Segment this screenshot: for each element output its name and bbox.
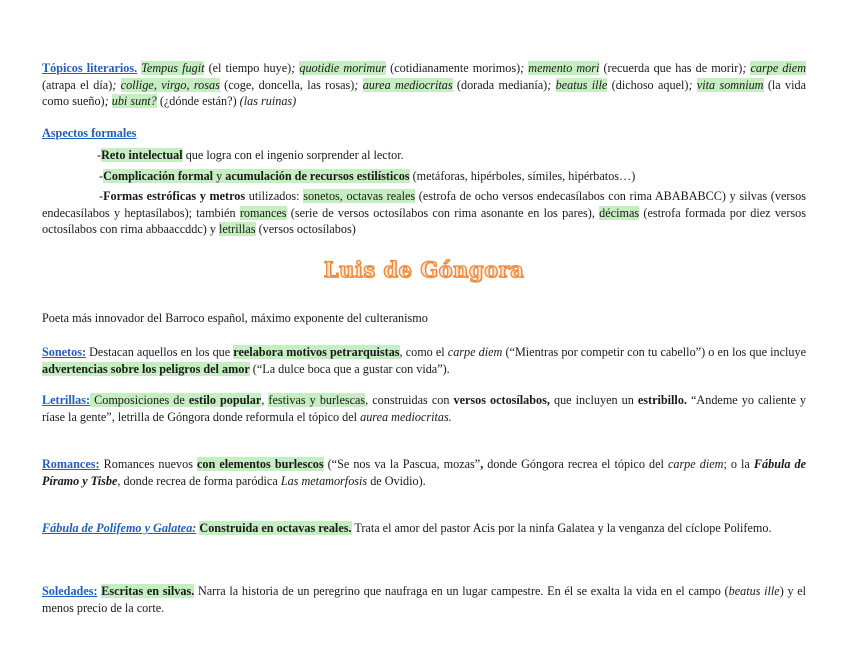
soledades-text — [42, 584, 806, 615]
text-run: ; — [354, 77, 363, 92]
text-run: carpe diem — [447, 345, 503, 359]
text-run: (“Se nos va la Pascua, mozas” — [323, 457, 481, 471]
text-run: aurea mediocritas — [362, 77, 453, 92]
aspectos-heading: Aspectos formales — [42, 126, 137, 140]
text-run: Composiciones de — [90, 393, 189, 407]
text-run: ; — [688, 77, 697, 92]
text-run: ) y el menos precio de la corte. — [42, 584, 807, 615]
text-run: acumulación de recursos estilísticos — [225, 169, 410, 183]
text-run: (estrofa formada por diez versos octosílabos con rima abbaaccddc) y — [42, 205, 806, 237]
text-run: (versos octosílabos) — [255, 222, 356, 237]
text-run: ; — [742, 61, 751, 75]
text-run: ; o la — [723, 457, 754, 471]
text-run: ; — [104, 94, 112, 109]
text-run: (el tiempo huye) — [204, 61, 292, 75]
text-run: versos octosílabos, — [453, 393, 550, 407]
text-run: (metáforas, hipérboles, símiles, hipérbatos…) — [409, 169, 636, 183]
text-run: que logra con el ingenio sorprender al lector. — [182, 148, 404, 162]
aspectos-item-reto — [42, 147, 848, 164]
text-run: - — [99, 169, 104, 183]
text-run: (cotidianamente morimos) — [386, 61, 521, 75]
text-run: - — [97, 148, 102, 162]
text-run: Las metamorfosis — [280, 473, 368, 488]
text-run: aurea mediocritas. — [360, 409, 452, 424]
text-run: beatus ille — [555, 77, 608, 92]
text-run: Formas estróficas y metros — [103, 189, 246, 203]
text-run: (dorada medianía) — [452, 77, 548, 92]
letrillas-heading: Letrillas: — [42, 393, 91, 407]
text-run: (coge, doncella, las rosas) — [219, 77, 355, 92]
text-run: Fábula de Píramo y Tisbe — [42, 457, 807, 488]
text-run: (dichoso aquel) — [607, 77, 689, 92]
text-run: que incluyen un — [549, 393, 638, 407]
text-run: carpe diem — [667, 457, 724, 471]
text-run: (recuerda que has de morir) — [599, 61, 743, 75]
text-run: - — [99, 189, 104, 203]
text-run: y — [213, 169, 226, 183]
text-run: advertencias sobre los peligros del amor — [42, 361, 250, 376]
text-run: estilo popular — [188, 393, 262, 407]
romances-text — [42, 457, 806, 488]
text-run: ; — [291, 61, 300, 75]
text-run: de Ovidio). — [367, 473, 426, 488]
topicos-text — [42, 61, 806, 108]
text-run: beatus ille — [728, 584, 780, 598]
aspectos-heading-line — [42, 125, 806, 142]
romances-paragraph — [42, 456, 806, 489]
text-run: festivas y burlescas — [268, 393, 366, 407]
text-run: sonetos, octavas reales — [303, 189, 416, 203]
letrillas-text — [42, 393, 806, 424]
text-run: ; — [112, 77, 121, 92]
text-run: ubi sunt? — [111, 94, 157, 109]
text-run: Tempus fugit — [141, 61, 205, 75]
text-run: (¿dónde están?) — [156, 94, 240, 109]
sonetos-text — [42, 345, 806, 376]
aspectos-item-complicacion — [42, 168, 848, 185]
text-run: romances — [239, 205, 287, 220]
text-run: utilizados: — [245, 189, 304, 203]
text-run: décimas — [599, 205, 640, 220]
polifemo-paragraph — [42, 520, 806, 537]
text-run: vita somnium — [696, 77, 764, 92]
text-run: estribillo. — [637, 393, 687, 407]
sonetos-heading: Sonetos: — [42, 345, 87, 359]
text-run: (“La dulce boca que a gustar con vida”). — [249, 361, 450, 376]
text-run: Trata el amor del pastor Acis por la ninfa Galatea y la venganza del cíclope Polifemo. — [351, 521, 772, 535]
text-run: , como el — [399, 345, 448, 359]
text-run: Narra la historia de un peregrino que naufraga en un lugar campestre. En él se exalta la vida en el campo ( — [194, 584, 729, 598]
text-run: donde Góngora recrea el tópico del — [483, 457, 668, 471]
text-run: Reto intelectual — [101, 148, 183, 162]
text-run: , — [480, 457, 484, 471]
text-run: reelabora motivos petrarquistas — [233, 345, 400, 359]
text-run: ; — [520, 61, 529, 75]
text-run: Complicación formal — [103, 169, 214, 183]
letrillas-paragraph — [42, 392, 806, 425]
text-run: collige, virgo, rosas — [120, 77, 220, 92]
page-title: Luis de Góngora — [323, 257, 525, 282]
text-run: (serie de versos octosílabos con rima asonante en los pares), — [286, 205, 600, 220]
text-run: “Andeme yo caliente y ríase la gente”, letrilla de Góngora donde reformula el tópico del — [42, 393, 807, 424]
topicos-heading: Tópicos literarios. — [42, 61, 138, 75]
text-run: , construidas con — [365, 393, 454, 407]
text-run: memento mori — [528, 61, 600, 75]
text-run: Construida en octavas reales. — [199, 521, 352, 535]
text-run: (“Mientras por competir con tu cabello”) o en los que incluye — [502, 345, 806, 359]
sonetos-paragraph — [42, 344, 806, 377]
text-run: con elementos burlescos — [197, 457, 324, 471]
text-run: Escritas en silvas. — [101, 584, 195, 598]
text-run: , donde recrea de forma paródica — [117, 473, 281, 488]
text-run: (atrapa el día) — [42, 77, 113, 92]
text-run: (estrofa de ocho versos endecasílabos con rima ABABABCC) y silvas (versos endecasílabos y heptasílabos); también — [42, 189, 806, 220]
text-run: ; — [547, 77, 556, 92]
soledades-paragraph — [42, 583, 806, 616]
topicos-paragraph — [42, 60, 806, 110]
intro-paragraph: Poeta más innovador del Barroco español, máximo exponente del culteranismo — [42, 311, 428, 325]
text-run: carpe diem — [750, 61, 807, 75]
text-run: , — [261, 393, 269, 407]
soledades-heading: Soledades: — [42, 584, 98, 598]
text-run: letrillas — [219, 222, 256, 237]
aspectos-item-formas — [42, 188, 806, 238]
text-run: Romances nuevos — [99, 457, 197, 471]
text-run: Destacan aquellos en los que — [86, 345, 234, 359]
polifemo-text — [196, 521, 771, 535]
text-run: (la vida como sueño) — [42, 77, 807, 109]
romances-heading: Romances: — [42, 457, 100, 471]
text-run: (las ruinas) — [239, 94, 297, 109]
polifemo-heading: Fábula de Polifemo y Galatea: — [42, 521, 197, 535]
text-run: quotidie morimur — [299, 61, 387, 75]
